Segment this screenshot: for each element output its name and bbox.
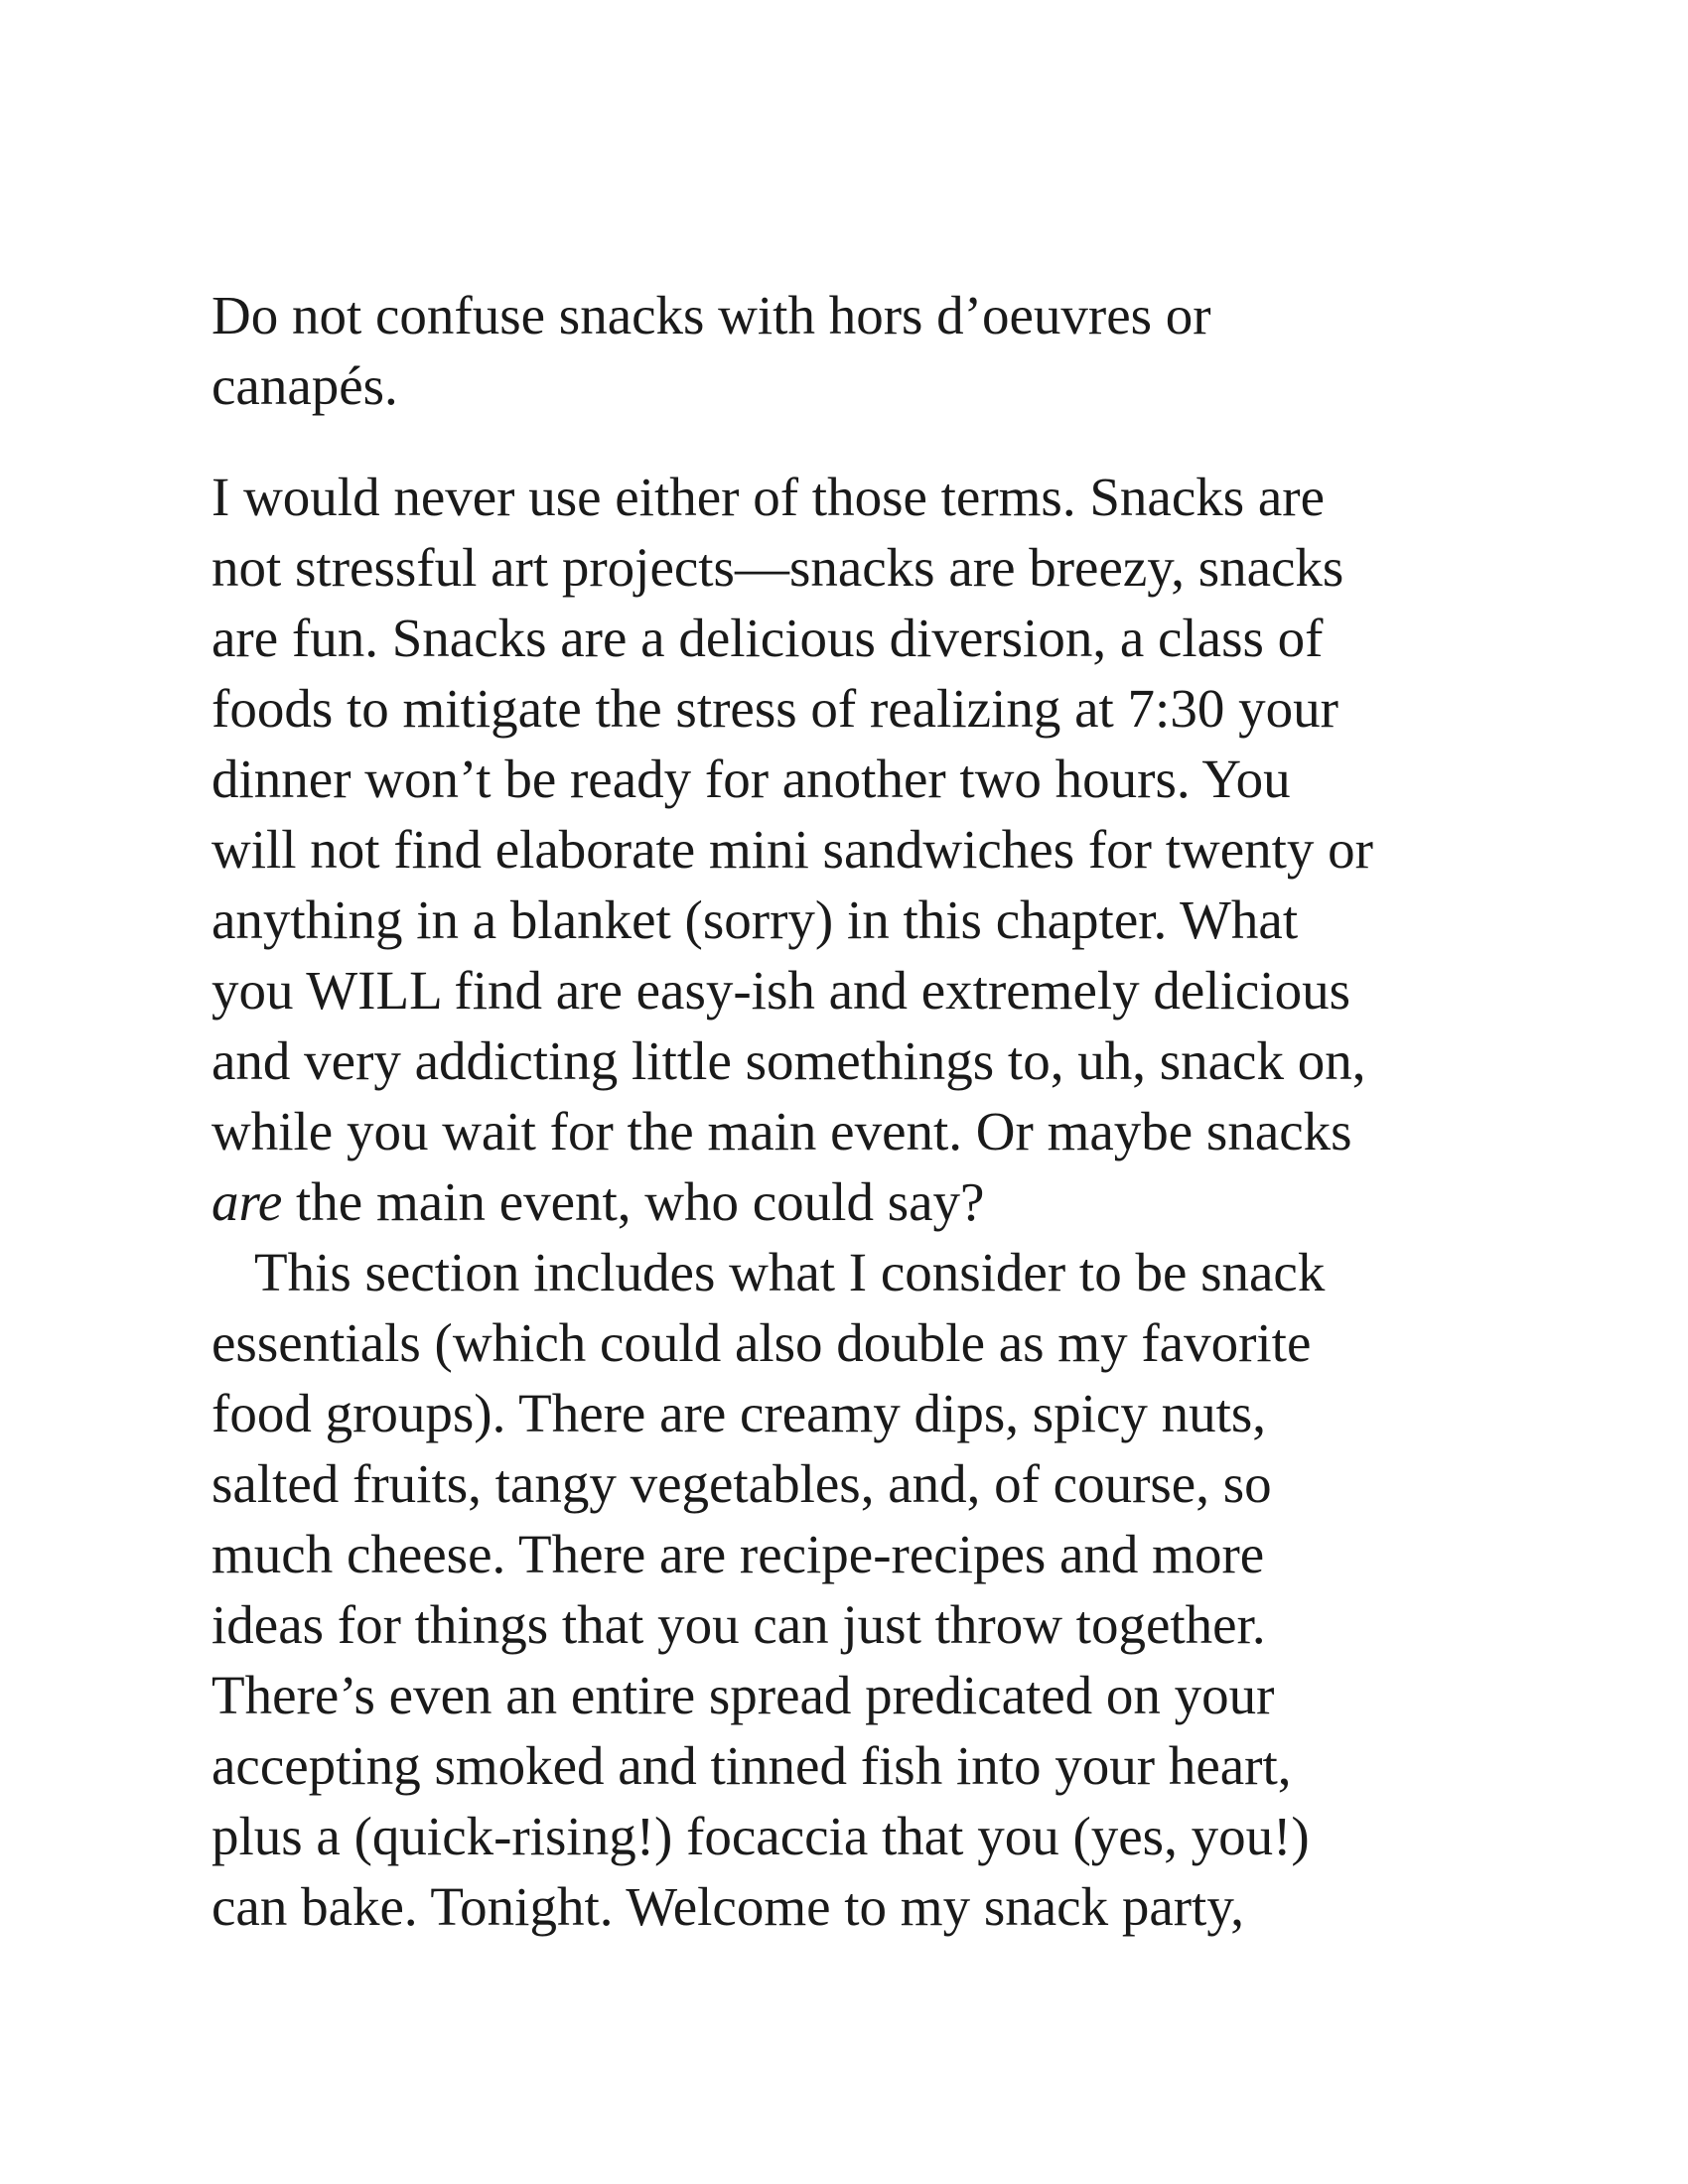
emphasized-word: are	[211, 1171, 283, 1232]
text-line: not stressful art projects—snacks are breezy, snacks	[211, 537, 1344, 598]
text-line: foods to mitigate the stress of realizing at 7:30 your	[211, 678, 1338, 739]
paragraph-1	[211, 280, 1502, 421]
text-line: salted fruits, tangy vegetables, and, of course, so	[211, 1453, 1272, 1514]
text-line: accepting smoked and tinned fish into your heart,	[211, 1735, 1292, 1796]
text-line	[211, 1166, 1502, 1237]
text-line: ideas for things that you can just throw together.	[211, 1594, 1266, 1655]
text-line: you WILL find are easy-ish and extremely delicious	[211, 960, 1350, 1021]
text-line: I would never use either of those terms. Snacks are	[211, 467, 1326, 527]
paragraph-3	[211, 1237, 1502, 1942]
text-line: can bake. Tonight. Welcome to my snack party,	[211, 1876, 1245, 1937]
text-line-rest: the main event, who could say?	[282, 1171, 985, 1232]
text-line: This section includes what I consider to be snack	[254, 1242, 1326, 1302]
text-line: are fun. Snacks are a delicious diversion, a class of	[211, 608, 1324, 668]
paragraph-2	[211, 462, 1502, 1237]
text-line: and very addicting little somethings to, uh, snack on,	[211, 1030, 1366, 1091]
text-line: dinner won’t be ready for another two hours. You	[211, 749, 1291, 809]
text-line: food groups). There are creamy dips, spicy nuts,	[211, 1383, 1267, 1443]
text-line: anything in a blanket (sorry) in this chapter. What	[211, 889, 1299, 950]
text-line: Do not confuse snacks with hors d’oeuvres or	[211, 285, 1211, 345]
text-line: much cheese. There are recipe-recipes and more	[211, 1524, 1265, 1584]
text-line: canapés.	[211, 355, 398, 416]
text-line: essentials (which could also double as my favorite	[211, 1312, 1312, 1373]
text-line: will not find elaborate mini sandwiches for twenty or	[211, 819, 1373, 880]
body-text	[211, 280, 1502, 1942]
text-line: There’s even an entire spread predicated on your	[211, 1665, 1275, 1725]
text-line: plus a (quick-rising!) focaccia that you (yes, you!)	[211, 1806, 1310, 1866]
paragraph-spacer	[211, 421, 1502, 462]
text-line: while you wait for the main event. Or maybe snacks	[211, 1101, 1352, 1161]
